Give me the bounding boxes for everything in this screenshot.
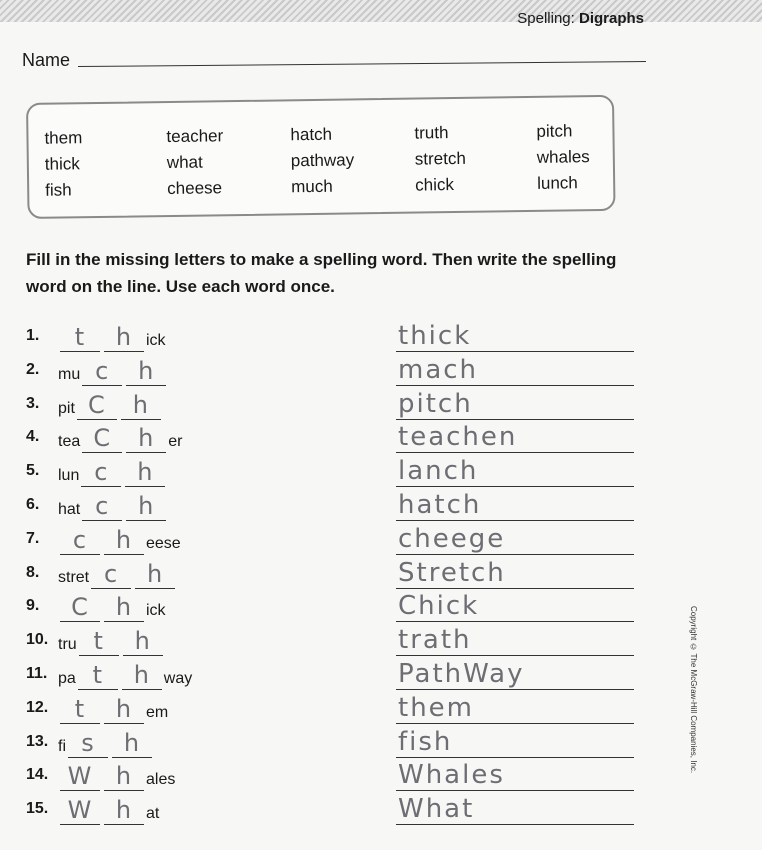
handwritten-answer: What bbox=[398, 794, 475, 825]
word-bank-column bbox=[414, 123, 466, 196]
exercise-number: 7. bbox=[26, 529, 40, 547]
word-bank-word: fish bbox=[45, 180, 72, 200]
exercise-word bbox=[58, 457, 167, 487]
word-bank-word: hatch bbox=[290, 124, 333, 145]
letter-blank[interactable] bbox=[79, 627, 119, 656]
word-fragment: way bbox=[163, 670, 193, 687]
handwritten-letter: s bbox=[81, 728, 95, 757]
answer-line[interactable] bbox=[396, 525, 634, 555]
word-fragment: ales bbox=[146, 771, 176, 789]
handwritten-answer: fish bbox=[398, 726, 453, 757]
letter-blank[interactable] bbox=[60, 525, 100, 555]
exercise-number: 8. bbox=[26, 563, 40, 581]
exercise-row bbox=[26, 795, 646, 829]
answer-line[interactable] bbox=[396, 795, 634, 825]
handwritten-answer: lanch bbox=[398, 456, 479, 487]
word-bank-column bbox=[290, 124, 354, 197]
word-bank-word: much bbox=[291, 176, 333, 197]
exercise-number: 14. bbox=[26, 766, 49, 784]
answer-line[interactable] bbox=[396, 761, 634, 791]
letter-blank[interactable] bbox=[104, 323, 144, 352]
handwritten-letter: h bbox=[115, 525, 133, 554]
name-label: Name bbox=[22, 50, 71, 70]
exercise-word bbox=[58, 356, 168, 386]
exercise-word bbox=[58, 322, 166, 352]
word-bank-word: teacher bbox=[166, 126, 224, 147]
handwritten-letter: h bbox=[115, 796, 133, 825]
word-bank-word: pathway bbox=[290, 150, 355, 171]
handwritten-answer: teachen bbox=[398, 422, 518, 453]
exercise-number: 3. bbox=[26, 394, 40, 412]
letter-blank[interactable] bbox=[60, 762, 100, 791]
word-fragment: em bbox=[146, 703, 169, 721]
word-bank-word: them bbox=[44, 128, 83, 148]
handwritten-letter: c bbox=[95, 356, 110, 385]
handwritten-letter: C bbox=[71, 593, 89, 622]
handwritten-letter: c bbox=[72, 525, 88, 554]
answer-line[interactable] bbox=[396, 491, 634, 521]
exercise-word bbox=[58, 559, 177, 589]
letter-blank[interactable] bbox=[104, 694, 144, 724]
word-fragment: mu bbox=[58, 365, 81, 383]
exercise-number: 11. bbox=[26, 665, 48, 682]
handwritten-letter: t bbox=[93, 627, 104, 656]
handwritten-answer: Chick bbox=[398, 591, 480, 622]
exercise-row bbox=[26, 457, 646, 491]
answer-line[interactable] bbox=[396, 356, 634, 386]
answer-line[interactable] bbox=[396, 322, 634, 352]
handwritten-letter: W bbox=[67, 762, 93, 791]
exercise-row bbox=[26, 728, 646, 762]
letter-blank[interactable] bbox=[121, 390, 161, 420]
letter-blank[interactable] bbox=[91, 559, 131, 589]
word-bank-word: lunch bbox=[537, 173, 578, 193]
handwritten-letter: C bbox=[88, 390, 106, 419]
exercise-row bbox=[26, 525, 646, 559]
handwritten-answer: hatch bbox=[398, 490, 482, 520]
answer-line[interactable] bbox=[396, 592, 634, 622]
word-fragment: at bbox=[146, 805, 160, 823]
answer-line[interactable] bbox=[396, 728, 634, 758]
word-bank-word: thick bbox=[44, 154, 80, 174]
exercise-number: 2. bbox=[26, 360, 40, 378]
name-row bbox=[22, 48, 652, 72]
letter-blank[interactable] bbox=[104, 796, 144, 825]
answer-line[interactable] bbox=[396, 423, 634, 453]
word-fragment: eese bbox=[146, 534, 181, 552]
handwritten-letter: h bbox=[115, 694, 133, 723]
letter-blank[interactable] bbox=[104, 593, 144, 622]
exercise-word bbox=[58, 592, 166, 622]
instructions: Fill in the missing letters to make a spelling word. Then write the spelling word on the line. Use each word once. bbox=[26, 250, 617, 296]
exercise-number: 13. bbox=[26, 732, 49, 750]
exercise-row bbox=[26, 694, 646, 728]
handwritten-letter: h bbox=[134, 627, 151, 656]
word-fragment: lun bbox=[58, 467, 80, 485]
exercise-number: 1. bbox=[26, 327, 40, 344]
word-bank-word: truth bbox=[414, 123, 449, 143]
handwritten-letter: h bbox=[133, 661, 150, 689]
exercise-word bbox=[58, 761, 175, 791]
exercise-row bbox=[26, 322, 646, 356]
exercise-number: 10. bbox=[26, 631, 49, 649]
handwritten-letter: h bbox=[115, 593, 133, 622]
word-fragment: tru bbox=[58, 636, 77, 654]
handwritten-answer: Whales bbox=[398, 760, 505, 791]
word-fragment: pa bbox=[58, 670, 76, 687]
word-bank-column bbox=[166, 126, 224, 199]
letter-blank[interactable] bbox=[104, 525, 144, 555]
handwritten-letter: C bbox=[93, 424, 112, 453]
word-bank-word: what bbox=[166, 152, 203, 173]
exercise-row bbox=[26, 559, 646, 593]
word-bank-column bbox=[44, 128, 83, 201]
exercise-number: 5. bbox=[26, 462, 40, 480]
exercise-row bbox=[26, 356, 646, 390]
exercise-word bbox=[58, 525, 181, 555]
answer-line[interactable] bbox=[396, 390, 634, 420]
exercise-word bbox=[58, 423, 182, 453]
exercise-row bbox=[26, 592, 646, 626]
word-fragment: hat bbox=[58, 501, 81, 518]
handwritten-answer: mach bbox=[398, 354, 479, 385]
letter-blank[interactable] bbox=[112, 728, 152, 758]
word-fragment: stret bbox=[58, 568, 90, 586]
scan-edge-band bbox=[0, 0, 762, 22]
letter-blank[interactable] bbox=[123, 627, 163, 656]
letter-blank[interactable] bbox=[126, 356, 166, 386]
handwritten-answer: pitch bbox=[398, 388, 473, 419]
handwritten-letter: c bbox=[94, 458, 109, 487]
word-fragment: ick bbox=[146, 332, 166, 349]
exercise-word bbox=[58, 795, 159, 825]
handwritten-answer: Stretch bbox=[398, 557, 506, 588]
exercise-number: 12. bbox=[26, 698, 49, 716]
handwritten-letter: t bbox=[92, 661, 103, 689]
word-fragment: fi bbox=[58, 737, 66, 755]
exercise-row bbox=[26, 660, 646, 694]
letter-blank[interactable] bbox=[68, 728, 108, 758]
letter-blank[interactable] bbox=[122, 661, 162, 690]
handwritten-letter: t bbox=[74, 694, 86, 723]
handwritten-letter: c bbox=[95, 492, 110, 520]
exercise-number: 4. bbox=[26, 428, 40, 446]
letter-blank[interactable] bbox=[126, 492, 166, 521]
handwritten-answer: trath bbox=[398, 625, 472, 656]
handwritten-letter: c bbox=[104, 559, 119, 588]
exercise-word bbox=[58, 660, 192, 690]
exercise-word bbox=[58, 694, 168, 724]
handwritten-answer: cheege bbox=[398, 523, 506, 554]
word-fragment: er bbox=[168, 433, 183, 451]
title-topic: Digraphs bbox=[578, 10, 644, 27]
word-bank-word: chick bbox=[415, 175, 455, 195]
letter-blank[interactable] bbox=[125, 458, 165, 487]
letter-blank[interactable] bbox=[82, 492, 122, 521]
handwritten-letter: h bbox=[115, 323, 133, 351]
exercise-word bbox=[58, 626, 165, 656]
handwritten-letter: W bbox=[67, 796, 93, 825]
handwritten-letter: h bbox=[137, 458, 154, 487]
letter-blank[interactable] bbox=[82, 356, 122, 386]
name-field[interactable] bbox=[78, 61, 646, 67]
handwritten-answer: them bbox=[398, 692, 474, 723]
letter-blank[interactable] bbox=[60, 694, 100, 724]
handwritten-letter: h bbox=[123, 728, 141, 757]
handwritten-letter: h bbox=[138, 356, 155, 385]
letter-blank[interactable] bbox=[81, 458, 121, 487]
handwritten-answer: thick bbox=[398, 321, 472, 351]
word-bank-word: cheese bbox=[167, 178, 223, 199]
word-bank bbox=[26, 95, 616, 219]
exercise-row bbox=[26, 491, 646, 525]
handwritten-letter: h bbox=[132, 390, 150, 419]
letter-blank[interactable] bbox=[126, 424, 166, 453]
page-title bbox=[517, 10, 644, 27]
word-bank-word: stretch bbox=[414, 148, 466, 169]
copyright-notice: Copyright © The McGraw-Hill Companies, Inc. bbox=[689, 606, 698, 774]
handwritten-answer: PathWay bbox=[398, 659, 525, 689]
exercise-word bbox=[58, 491, 168, 521]
letter-blank[interactable] bbox=[60, 593, 100, 622]
exercise-word bbox=[58, 728, 154, 758]
answer-line[interactable] bbox=[396, 559, 634, 589]
exercise-row bbox=[26, 390, 646, 424]
handwritten-letter: h bbox=[147, 559, 164, 588]
letter-blank[interactable] bbox=[104, 762, 144, 791]
exercise-number: 9. bbox=[26, 597, 40, 615]
word-bank-word: pitch bbox=[536, 121, 573, 141]
letter-blank[interactable] bbox=[135, 559, 175, 589]
exercise-number: 6. bbox=[26, 496, 40, 513]
answer-line[interactable] bbox=[396, 694, 634, 724]
exercise-row bbox=[26, 761, 646, 795]
answer-line[interactable] bbox=[396, 660, 634, 690]
word-fragment: ick bbox=[146, 602, 166, 620]
exercise-number: 15. bbox=[26, 800, 49, 818]
answer-line[interactable] bbox=[396, 457, 634, 487]
letter-blank[interactable] bbox=[82, 424, 122, 453]
title-prefix: Spelling: bbox=[517, 10, 575, 27]
letter-blank[interactable] bbox=[60, 323, 100, 352]
word-bank-word: whales bbox=[536, 147, 590, 167]
answer-line[interactable] bbox=[396, 626, 634, 656]
handwritten-letter: h bbox=[138, 424, 155, 453]
handwritten-letter: h bbox=[115, 762, 133, 791]
word-fragment: pit bbox=[58, 399, 75, 417]
letter-blank[interactable] bbox=[77, 390, 117, 420]
handwritten-letter: h bbox=[138, 492, 155, 520]
word-bank-column bbox=[536, 121, 590, 194]
handwritten-letter: t bbox=[74, 323, 86, 351]
letter-blank[interactable] bbox=[60, 796, 100, 825]
word-fragment: tea bbox=[58, 433, 81, 451]
letter-blank[interactable] bbox=[78, 661, 118, 690]
exercise-word bbox=[58, 390, 163, 420]
exercise-row bbox=[26, 626, 646, 660]
exercise-row bbox=[26, 423, 646, 457]
